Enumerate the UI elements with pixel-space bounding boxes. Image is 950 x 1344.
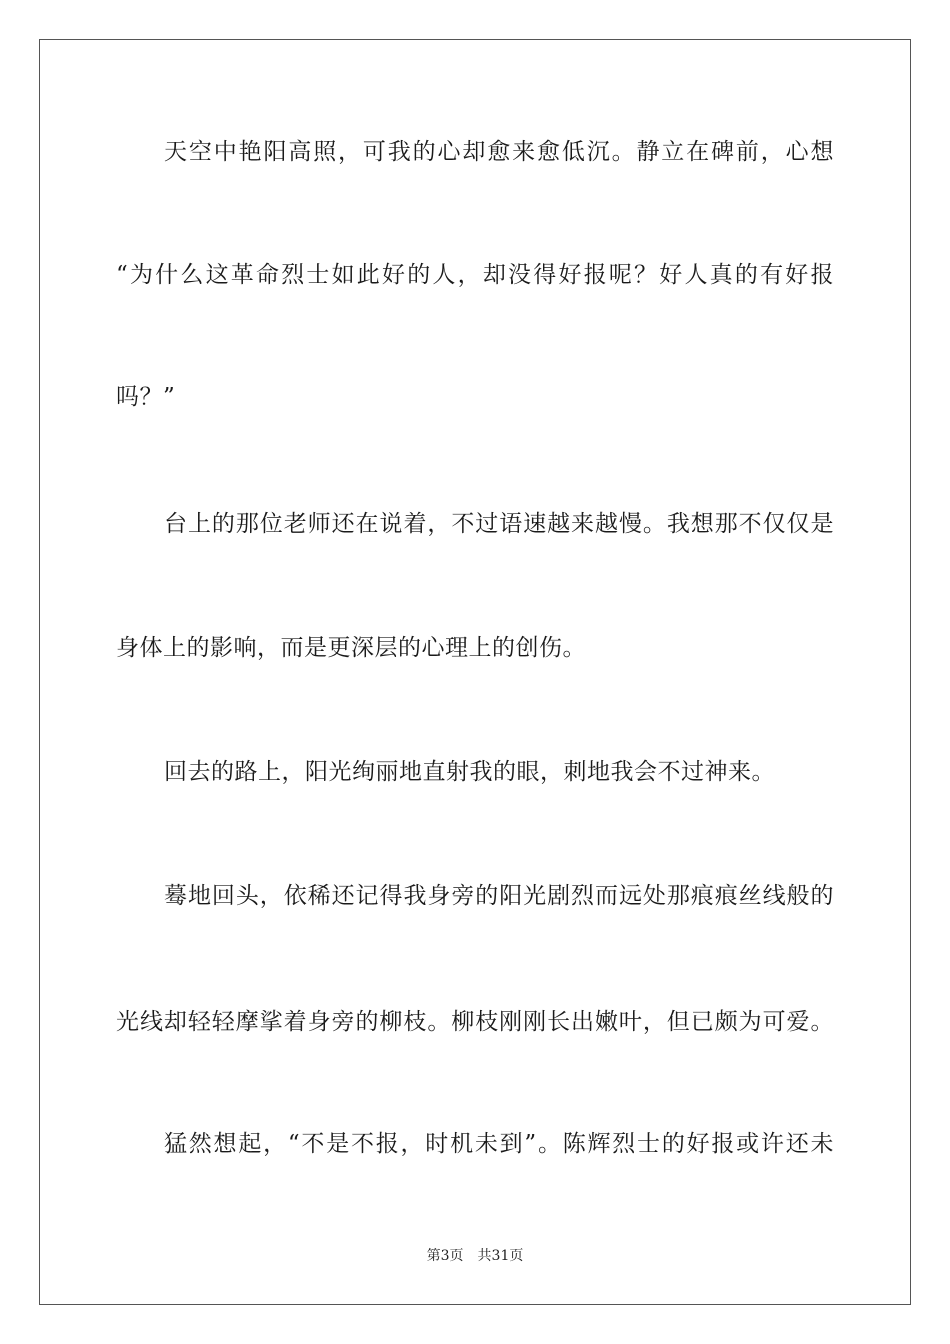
paragraph-1-line-1: 天空中艳阳高照，可我的心却愈来愈低沉。静立在碑前，心想 [164,139,834,165]
paragraph-1-line-3: 吗？” [116,384,176,410]
paragraph-4-line-2: 光线却轻轻摩挲着身旁的柳枝。柳枝刚刚长出嫩叶，但已颇为可爱。 [116,1009,834,1035]
paragraph-2-line-1: 台上的那位老师还在说着，不过语速越来越慢。我想那不仅仅是 [164,511,834,537]
page-total: 共31页 [477,1248,524,1264]
paragraph-3-line-1: 回去的路上，阳光绚丽地直射我的眼，刺地我会不过神来。 [164,759,775,785]
page-footer [0,1246,950,1266]
page-number: 第3页 [426,1248,464,1264]
paragraph-1-line-2: “为什么这革命烈士如此好的人，却没得好报呢？好人真的有好报 [116,262,834,288]
paragraph-4-line-1: 蓦地回头，依稀还记得我身旁的阳光剧烈而远处那痕痕丝线般的 [164,883,834,909]
paragraph-2-line-2: 身体上的影响，而是更深层的心理上的创伤。 [116,635,586,661]
page-border [39,39,911,1305]
paragraph-5-line-1: 猛然想起，“不是不报，时机未到”。陈辉烈士的好报或许还未 [164,1131,834,1157]
